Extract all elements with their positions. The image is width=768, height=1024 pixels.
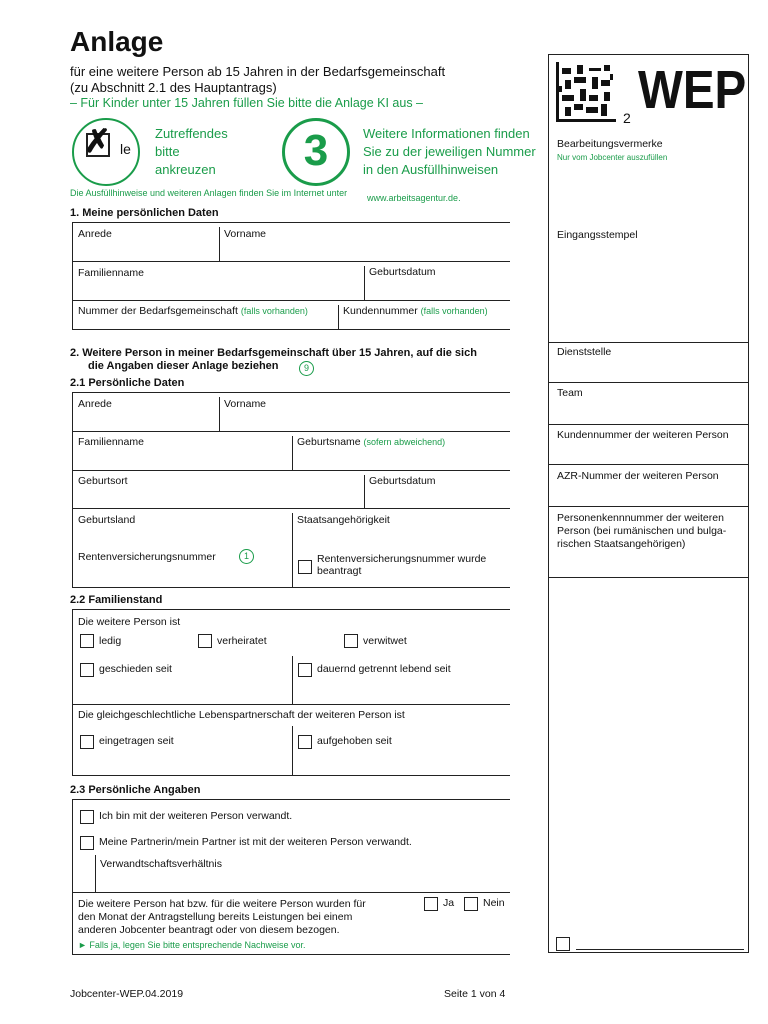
verwitwet-checkbox[interactable] bbox=[344, 634, 358, 648]
s2-vorname-field[interactable]: Vorname bbox=[224, 398, 267, 410]
rvnr-beantragt-checkbox[interactable] bbox=[298, 560, 312, 574]
s1-kundennummer-note: (falls vorhanden) bbox=[420, 306, 488, 316]
personenkennnummer-field bbox=[557, 512, 726, 551]
section1-heading: 1. Meine persönlichen Daten bbox=[70, 207, 219, 219]
verwandt-checkbox[interactable] bbox=[80, 810, 94, 824]
s1-nummer-bg-label: Nummer der Bedarfsgemeinschaft bbox=[78, 305, 238, 317]
section2-heading-line2: die Angaben dieser Anlage beziehen bbox=[88, 360, 279, 372]
verheiratet-label: verheiratet bbox=[217, 635, 267, 647]
kundennummer-weitere-field: Kundennummer der weiteren Person bbox=[557, 429, 729, 441]
rvnr-beantragt-label bbox=[317, 553, 486, 577]
pk-line: rischen Staatsangehörigen) bbox=[557, 538, 686, 550]
form-small-digit: 2 bbox=[623, 110, 631, 126]
leistungen-ja-label: Ja bbox=[443, 897, 455, 909]
legend-check-line: Zutreffendes bbox=[155, 126, 228, 141]
legend-number-line: Weitere Informationen finden bbox=[363, 126, 530, 141]
dienststelle-field: Dienststelle bbox=[557, 346, 612, 358]
s2-geburtsname-note: (sofern abweichend) bbox=[363, 437, 446, 447]
internet-link[interactable] bbox=[367, 193, 461, 203]
lp-intro-label: Die gleichgeschlechtliche Lebenspartnerschaft der weiteren Person ist bbox=[78, 709, 405, 721]
verwandt-label: Ich bin mit der weiteren Person verwandt. bbox=[99, 810, 293, 822]
legend-check-line: bitte bbox=[155, 144, 180, 159]
s2-familienname-field[interactable]: Familienname bbox=[78, 436, 144, 448]
legend-number-line: in den Ausfüllhinweisen bbox=[363, 162, 499, 177]
s2-geburtsname-field[interactable] bbox=[297, 436, 445, 448]
internet-dot: . bbox=[458, 193, 461, 203]
leistungen-question bbox=[78, 898, 366, 937]
kinder-note: – Für Kinder unter 15 Jahren füllen Sie bitte die Anlage KI aus – bbox=[70, 96, 424, 110]
s2-anrede-field[interactable]: Anrede bbox=[78, 398, 112, 410]
s1-nummer-bg-field[interactable] bbox=[78, 305, 308, 317]
leistungen-nein-label: Nein bbox=[483, 897, 505, 909]
getrennt-checkbox[interactable] bbox=[298, 663, 312, 677]
pk-line: Person (bei rumänischen und bulga- bbox=[557, 525, 727, 537]
team-field: Team bbox=[557, 387, 583, 399]
ledig-label: ledig bbox=[99, 635, 122, 647]
internet-url[interactable]: www.arbeitsagentur.de bbox=[367, 193, 459, 203]
legend-cross-icon: ✗ bbox=[84, 123, 111, 159]
s1-kundennummer-label: Kundennummer bbox=[343, 305, 418, 317]
leistungen-ja-checkbox[interactable] bbox=[424, 897, 438, 911]
azr-nummer-field: AZR-Nummer der weiteren Person bbox=[557, 470, 719, 482]
s2-geburtsdatum-field[interactable]: Geburtsdatum bbox=[369, 475, 436, 487]
form-code: WEP bbox=[638, 60, 747, 120]
s2-geburtsort-field[interactable]: Geburtsort bbox=[78, 475, 128, 487]
s2-rvnr-field[interactable]: Rentenversicherungsnummer bbox=[78, 551, 216, 563]
nachweis-note: ► Falls ja, legen Sie bitte entsprechende Nachweise vor. bbox=[78, 940, 306, 950]
rvnr-beantragt-line: Rentenversicherungsnummer wurde bbox=[317, 553, 487, 565]
subtitle-ref: (zu Abschnitt 2.1 des Hauptantrags) bbox=[70, 80, 277, 95]
legend-check-line: ankreuzen bbox=[155, 162, 216, 177]
eingetragen-field[interactable]: eingetragen seit bbox=[99, 735, 174, 747]
subtitle: für eine weitere Person ab 15 Jahren in der Bedarfsgemeinschaft bbox=[70, 64, 446, 79]
office-sidebar bbox=[548, 54, 749, 953]
leistungen-nein-checkbox[interactable] bbox=[464, 897, 478, 911]
aufgehoben-field[interactable]: aufgehoben seit bbox=[317, 735, 392, 747]
rvnr-beantragt-line: beantragt bbox=[317, 565, 362, 577]
getrennt-field[interactable]: dauernd getrennt lebend seit bbox=[317, 663, 451, 675]
s2-geburtsland-field[interactable]: Geburtsland bbox=[78, 514, 136, 526]
datamatrix-barcode bbox=[556, 62, 616, 122]
geschieden-field[interactable]: geschieden seit bbox=[99, 663, 172, 675]
s1-familienname-field[interactable]: Familienname bbox=[78, 267, 144, 279]
footer-form-id: Jobcenter-WEP.04.2019 bbox=[70, 988, 184, 1000]
info-ref-9-icon: 9 bbox=[299, 361, 314, 376]
legend-number: 3 bbox=[303, 126, 329, 175]
s1-kundennummer-field[interactable] bbox=[343, 305, 488, 317]
s1-vorname-field[interactable]: Vorname bbox=[224, 228, 267, 240]
person-ist-label: Die weitere Person ist bbox=[78, 616, 181, 628]
legend-check-text: le bbox=[120, 141, 131, 157]
section2-heading: 2. Weitere Person in meiner Bedarfsgemeinschaft über 15 Jahren, auf die sich bbox=[70, 347, 477, 359]
leistungen-line: Die weitere Person hat bzw. für die weitere Person wurden für bbox=[78, 898, 366, 910]
section23-heading: 2.3 Persönliche Angaben bbox=[70, 784, 201, 796]
sidebar-signature-line bbox=[576, 949, 744, 950]
verwandtschaft-field[interactable]: Verwandtschaftsverhältnis bbox=[100, 858, 222, 870]
section21-heading: 2.1 Persönliche Daten bbox=[70, 377, 185, 389]
ledig-checkbox[interactable] bbox=[80, 634, 94, 648]
partner-verwandt-checkbox[interactable] bbox=[80, 836, 94, 850]
legend-number-label bbox=[363, 125, 536, 179]
partner-verwandt-label: Meine Partnerin/mein Partner ist mit der weiteren Person verwandt. bbox=[99, 836, 412, 848]
internet-note: Die Ausfüllhinweise und weiteren Anlagen finden Sie im Internet unter bbox=[70, 188, 348, 198]
s1-anrede-field[interactable]: Anrede bbox=[78, 228, 112, 240]
s1-nummer-bg-note: (falls vorhanden) bbox=[240, 306, 308, 316]
aufgehoben-checkbox[interactable] bbox=[298, 735, 312, 749]
verwitwet-label: verwitwet bbox=[363, 635, 407, 647]
eingetragen-checkbox[interactable] bbox=[80, 735, 94, 749]
info-ref-1-icon: 1 bbox=[239, 549, 254, 564]
s1-geburtsdatum-field[interactable]: Geburtsdatum bbox=[369, 266, 436, 278]
bearbeitungsvermerke-label: Bearbeitungsvermerke bbox=[557, 138, 663, 150]
footer-page-number: Seite 1 von 4 bbox=[444, 988, 506, 1000]
leistungen-line: anderen Jobcenter beantragt oder von diesem bezogen. bbox=[78, 924, 340, 936]
legend-number-line: Sie zu der jeweiligen Nummer bbox=[363, 144, 536, 159]
legend-check-label bbox=[155, 125, 228, 179]
eingangsstempel-label: Eingangsstempel bbox=[557, 229, 638, 241]
verheiratet-checkbox[interactable] bbox=[198, 634, 212, 648]
page-title: Anlage bbox=[70, 26, 164, 57]
sidebar-checkbox bbox=[556, 937, 570, 951]
nur-jobcenter-note: Nur vom Jobcenter auszufüllen bbox=[557, 153, 668, 162]
s2-geburtsname-label: Geburtsname bbox=[297, 436, 361, 448]
leistungen-line: den Monat der Antragstellung bereits Leistungen bei einem bbox=[78, 911, 353, 923]
pk-line: Personenkennnummer der weiteren bbox=[557, 512, 724, 524]
section22-heading: 2.2 Familienstand bbox=[70, 594, 163, 606]
s2-staatsangehoerigkeit-field[interactable]: Staatsangehörigkeit bbox=[297, 514, 390, 526]
geschieden-checkbox[interactable] bbox=[80, 663, 94, 677]
